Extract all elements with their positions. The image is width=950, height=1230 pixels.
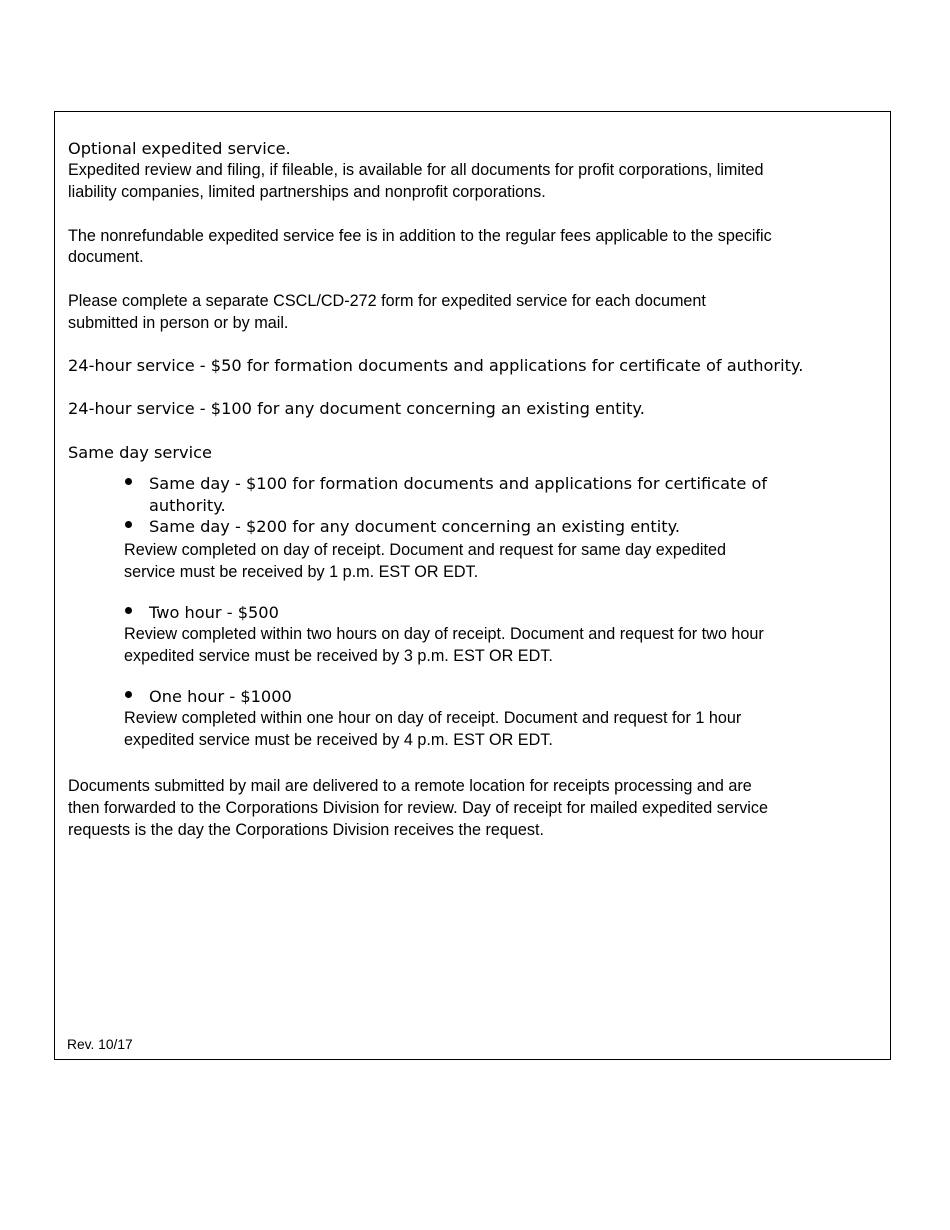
service-24h-existing: 24-hour service - $100 for any document concerning an existing entity.: [68, 399, 645, 418]
two-hour-item: Two hour - $500: [149, 603, 279, 622]
same-day-item-2: Same day - $200 for any document concerning an existing entity.: [149, 517, 681, 536]
fee-note-line-1: The nonrefundable expedited service fee is in addition to the regular fees applicable to the specific: [68, 227, 772, 245]
form-note-line-1: Please complete a separate CSCL/CD-272 form for expedited service for each document: [68, 292, 706, 310]
section-title: Optional expedited service.: [68, 139, 291, 158]
bullet-icon: [125, 691, 132, 698]
bullet-icon: [125, 607, 132, 614]
one-hour-desc-line-2: expedited service must be received by 4 p.m. EST OR EDT.: [124, 731, 553, 749]
mail-note-line-3: requests is the day the Corporations Division receives the request.: [68, 821, 544, 839]
one-hour-item: One hour - $1000: [149, 687, 292, 706]
same-day-desc-line-1: Review completed on day of receipt. Document and request for same day expedited: [124, 541, 726, 559]
same-day-item-1-line-2: authority.: [149, 496, 226, 515]
same-day-heading: Same day service: [68, 443, 212, 462]
same-day-desc-line-2: service must be received by 1 p.m. EST OR EDT.: [124, 563, 479, 581]
two-hour-desc-line-1: Review completed within two hours on day of receipt. Document and request for two hour: [124, 625, 764, 643]
intro-text-line-1: Expedited review and filing, if fileable, is available for all documents for profit corporations, limited: [68, 161, 764, 179]
intro-text-line-2: liability companies, limited partnerships and nonprofit corporations.: [68, 183, 546, 201]
one-hour-desc-line-1: Review completed within one hour on day of receipt. Document and request for 1 hour: [124, 709, 742, 727]
fee-note-line-2: document.: [68, 248, 144, 266]
bullet-icon: [125, 521, 132, 528]
service-24h-formation: 24-hour service - $50 for formation documents and applications for certificate of authority.: [68, 356, 804, 375]
mail-note-line-1: Documents submitted by mail are delivered to a remote location for receipts processing and are: [68, 777, 752, 795]
mail-note-line-2: then forwarded to the Corporations Division for review. Day of receipt for mailed expedited service: [68, 799, 768, 817]
bullet-icon: [125, 478, 132, 485]
form-border: [54, 111, 891, 1060]
revision-label: Rev. 10/17: [67, 1037, 133, 1052]
form-note-line-2: submitted in person or by mail.: [68, 314, 289, 332]
same-day-item-1-line-1: Same day - $100 for formation documents and applications for certificate of: [149, 474, 768, 493]
two-hour-desc-line-2: expedited service must be received by 3 p.m. EST OR EDT.: [124, 647, 553, 665]
